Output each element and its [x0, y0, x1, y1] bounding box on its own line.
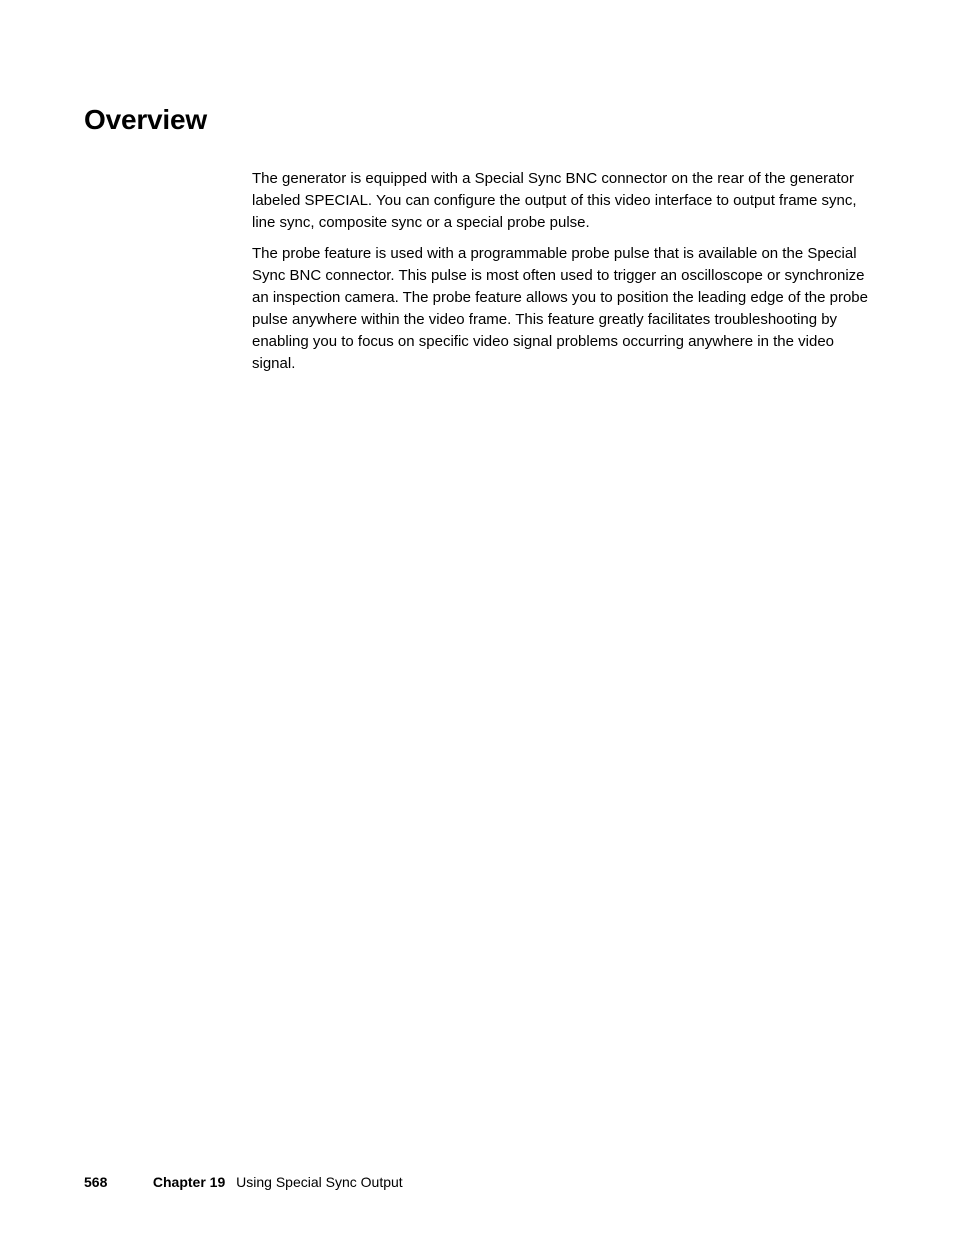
- paragraph-probe-feature: The probe feature is used with a programmable probe pulse that is available on the Special Sync BNC connector. This pulse is most often used to trigger an oscilloscope or synchronize an inspection camera. The probe feature allows you to position the leading edge of the probe pulse anywhere within the video frame. This feature greatly facilitates troubleshooting by enabling you to focus on specific video signal problems occurring anywhere in the video signal.: [252, 245, 868, 372]
- chapter-label: Chapter 19: [152, 1174, 226, 1190]
- chapter-title: Using Special Sync Output: [236, 1174, 403, 1190]
- body-text: [252, 168, 872, 384]
- page-title: Overview: [84, 104, 207, 135]
- paragraph-intro: The generator is equipped with a Special Sync BNC connector on the rear of the generator labeled SPECIAL. You can configure the output of this video interface to output frame sync, line sync, composite sync or a special probe pulse.: [252, 170, 857, 231]
- page-number: 568: [84, 1174, 108, 1190]
- page-footer: [84, 1173, 403, 1191]
